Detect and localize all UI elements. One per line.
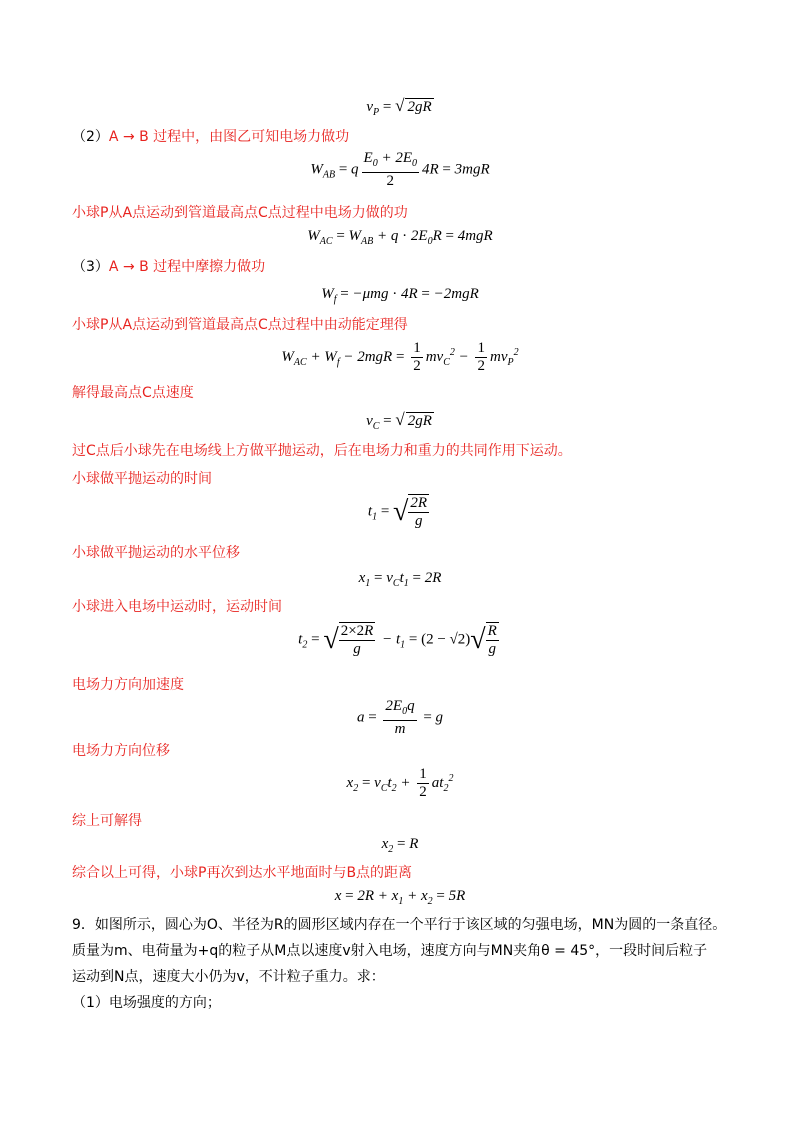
step2-line: （2）A → B 过程中，由图乙可知电场力做功 [72,129,350,145]
eq-energy: $W_{AC} + W_f - 2mgR$ = $\frac{1}{2}$ $mv_C^2$ − $\frac{1}{2}$ $mv_P^2$ [281,340,519,374]
eq-wac: $W_{AC} = W_{AB} + q \cdot 2E_0R = 4mgR$ [307,228,493,247]
red-text-1: 小球P从A点运动到管道最高点C点过程中电场力做的功 [72,205,408,221]
eq-t1: $t_1$ = √ $\frac{2R}{g}$ [367,495,428,529]
eq-x2-result: $x_2 = R$ [381,836,419,855]
problem-9-question-1: （1）电场强度的方向； [72,995,221,1011]
red-text-7: 小球进入电场中运动时，运动时间 [72,599,282,615]
red-text-9: 电场力方向位移 [72,743,170,759]
problem-9 [72,912,732,1016]
red-text-10: 综上可解得 [72,813,142,829]
eq-x-total: $x = 2R + x_1 + x_2 = 5R$ [334,888,466,907]
problem-9-line-3: 运动到N点，速度大小仍为v，不计粒子重力。求： [72,969,385,985]
eq-vc: $v_C$ = √ 2gR [366,410,432,432]
eq-wab: $W_{AB} = q$ $\frac{E_0 + 2E_0}{2}$ 4R = 3mgR [310,150,490,189]
eq-t2: $t_2$ = √ $\frac{2\times 2R}{g}$ − $t_1 = (2 - √2)√$ $\frac{R}{g}$ [298,623,497,657]
red-text-5: 小球做平抛运动的时间 [72,471,212,487]
red-text-8: 电场力方向加速度 [72,677,184,693]
red-text-2: 小球P从A点运动到管道最高点C点过程中由动能定理得 [72,317,408,333]
eq-x2: $x_2 = v_Ct_2$ + $\frac{1}{2}$ $at_2^2$ [346,766,454,800]
red-text-3: 解得最高点C点速度 [72,385,194,401]
problem-9-line-2: 质量为m、电荷量为+q的粒子从M点以速度v射入电场，速度方向与MN夹角θ = 45°，一段时间后粒子 [72,943,708,959]
step3-line: （3）A → B 过程中摩擦力做功 [72,259,266,275]
eq-vp: $v_P$ = √ 2gR [366,96,432,118]
eq-wf: $W_f = -\mu mg \cdot 4R = -2mgR$ [321,286,479,305]
red-text-4: 过C点后小球先在电场线上方做平抛运动，后在电场力和重力的共同作用下运动。 [72,443,572,459]
eq-x1: $x_1 = v_Ct_1 = 2R$ [358,570,442,589]
problem-9-line-1: 9．如图所示，圆心为O、半径为R的圆形区域内存在一个平行于该区域的匀强电场，MN为圆的一条直径。 [72,917,727,933]
red-text-6: 小球做平抛运动的水平位移 [72,545,240,561]
eq-a: a = $\frac{2E_0q}{m}$ = g [356,698,444,737]
red-text-11: 综合以上可得，小球P再次到达水平地面时与B点的距离 [72,865,413,881]
